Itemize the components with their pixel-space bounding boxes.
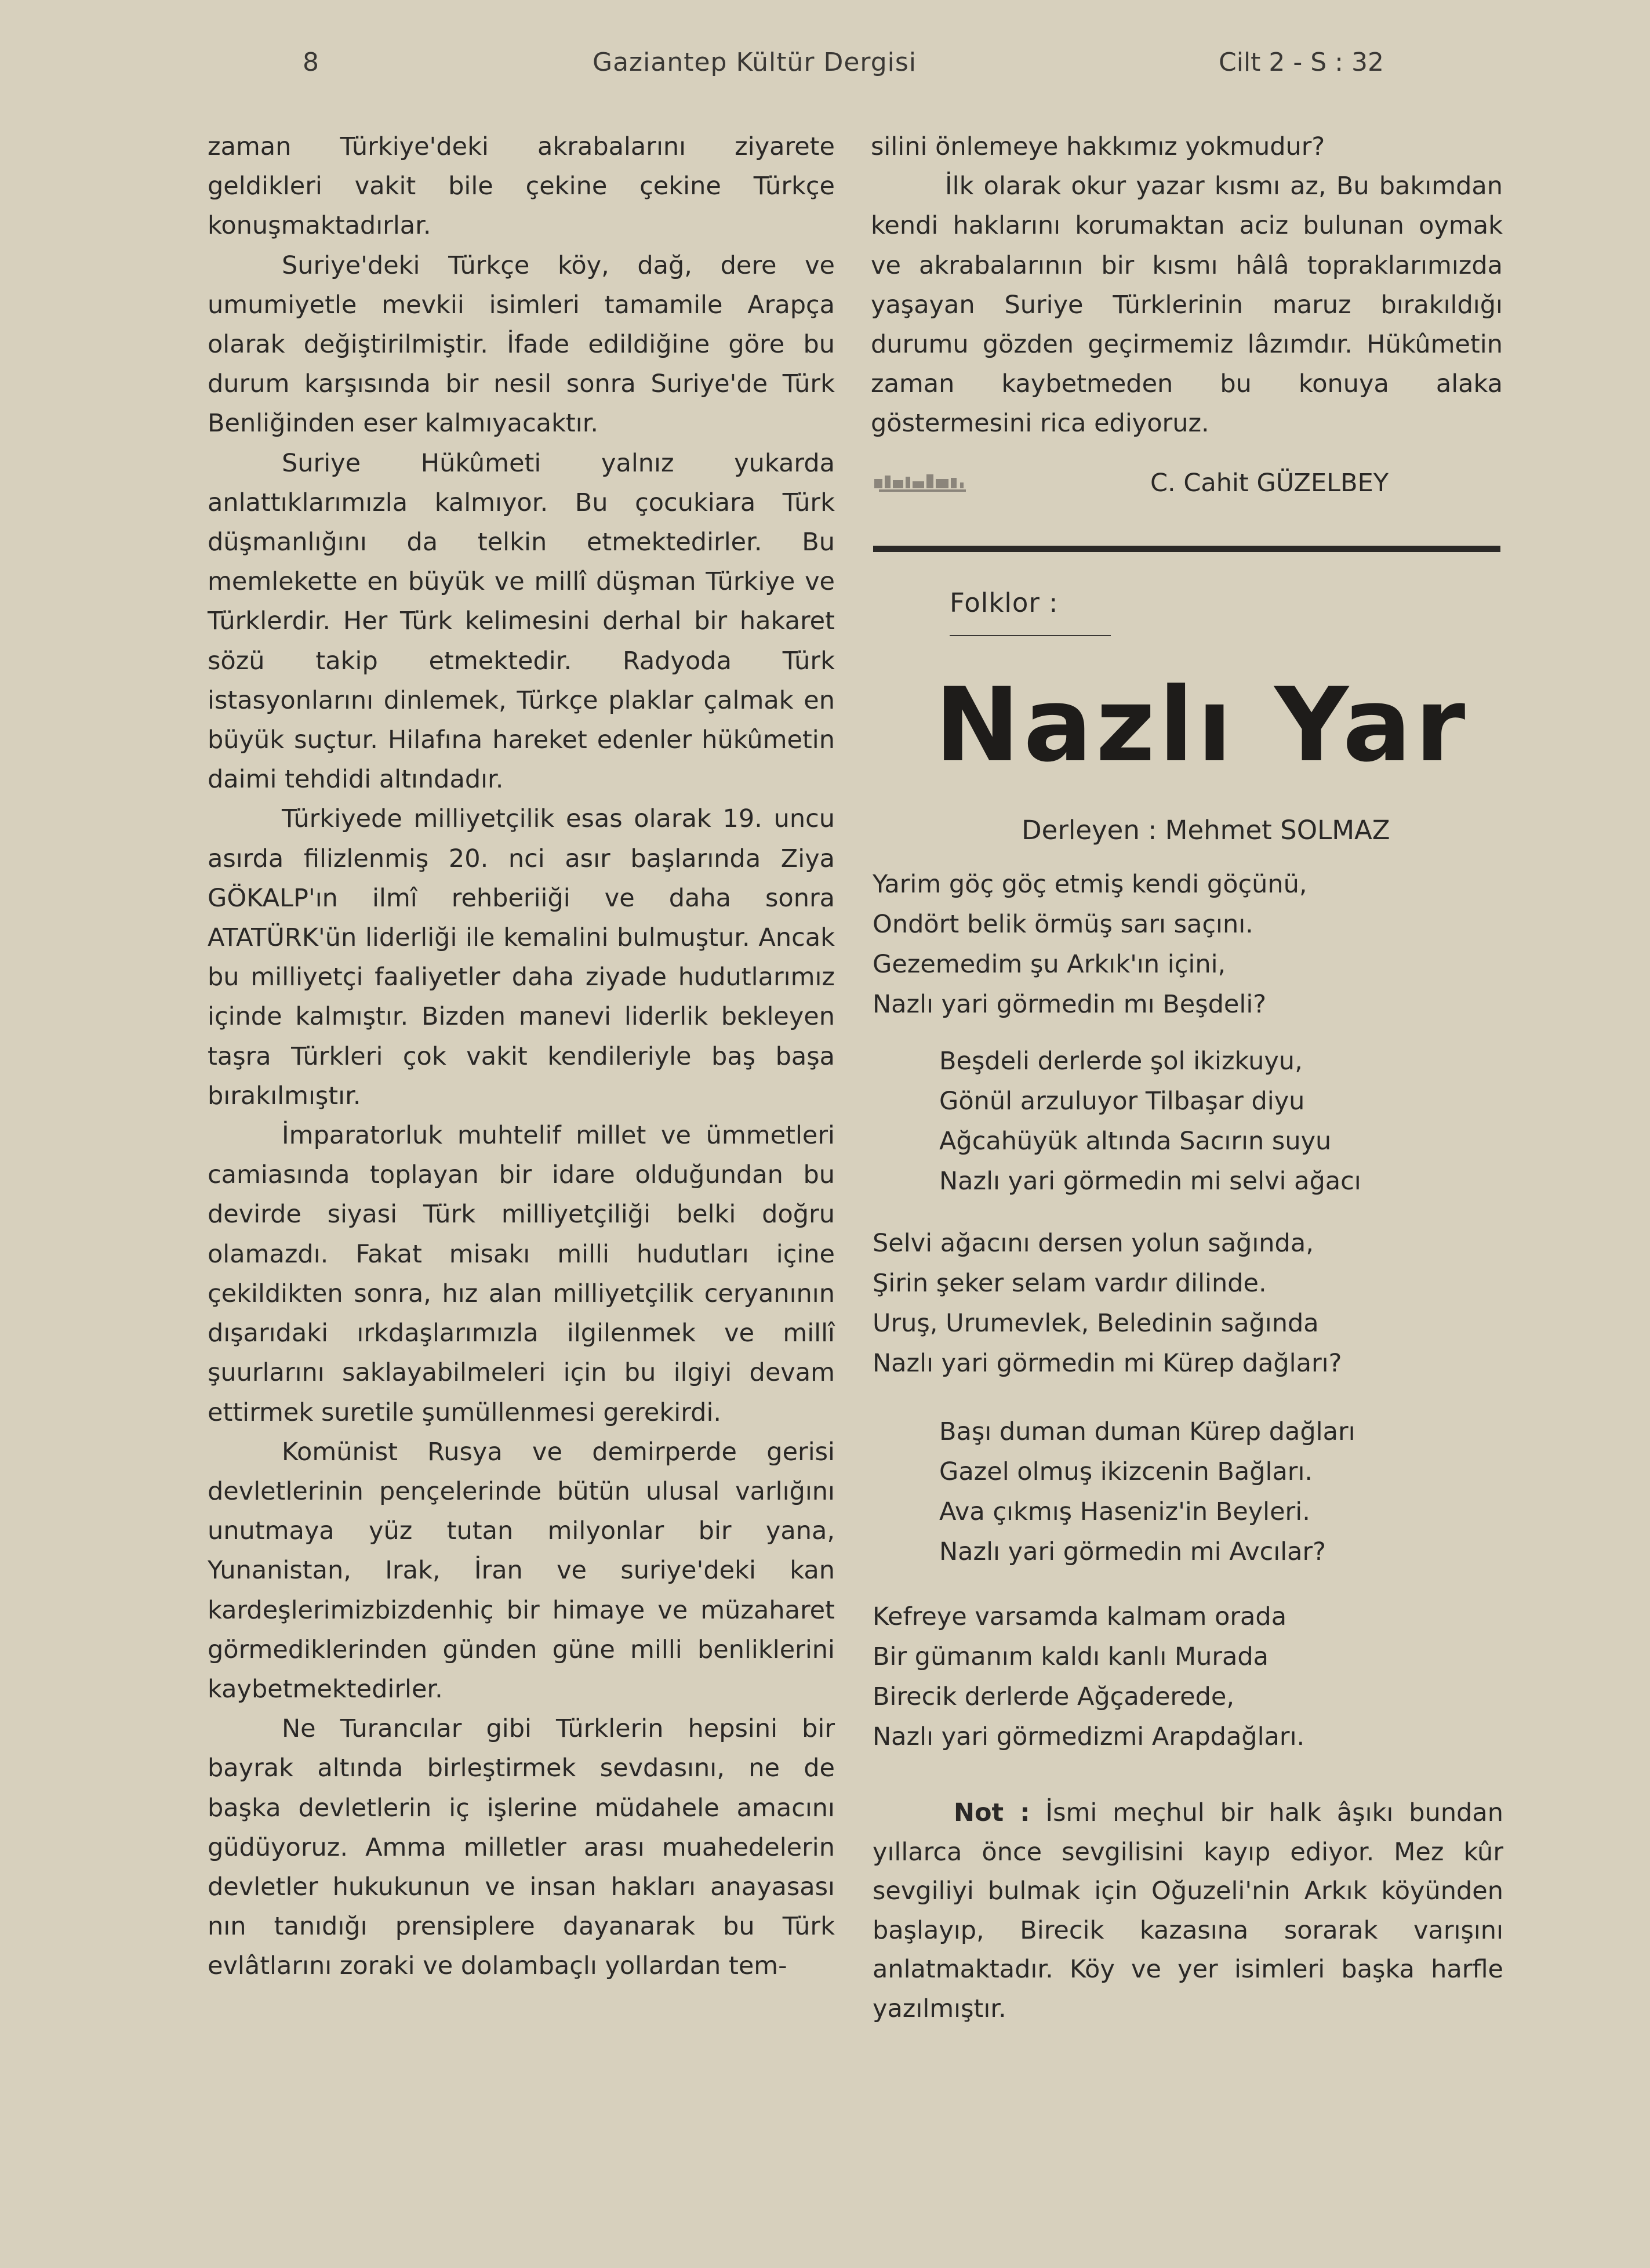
journal-title: Gaziantep Kültür Dergisi bbox=[593, 48, 917, 77]
poem-line: Gazel olmuş ikizcenin Bağları. bbox=[939, 1457, 1313, 1486]
poem-line: Nazlı yari görmedin mi selvi ağacı bbox=[939, 1167, 1361, 1196]
poem-line: Nazlı yari görmedin mi Kürep dağları? bbox=[873, 1349, 1342, 1378]
poem-note bbox=[873, 1794, 1503, 2029]
poem-stanza bbox=[873, 1597, 1304, 1757]
poem-line: Ondört belik örmüş sarı saçını. bbox=[873, 910, 1253, 939]
poem-title: Nazlı Yar bbox=[935, 666, 1469, 785]
poem-line: Bir gümanım kaldı kanlı Murada bbox=[873, 1642, 1269, 1671]
paragraph: Suriye Hükûmeti yalnız yukarda anlattıklarımızla kalmıyor. Bu çocukiara Türk düşmanlığını da telkin etmektedirler. Bu memlekette en büyük ve millî düşman Türkiye ve Türklerdir. Her Türk kelimesini derhal bir hakaret sözü takip etmektedir. Radyoda Türk istasyonlarını dinlemek, Türkçe plaklar çalmak en büyük suçtur. Hilafına hareket edenler hükûmetin daimi tehdidi altındadır. bbox=[208, 448, 835, 794]
paragraph: İlk olarak okur yazar kısmı az, Bu bakımdan kendi haklarını korumaktan aciz bulunan oymak ve akrabalarının bir kısmı hâlâ topraklarımızda yaşayan Suriye Türklerinin maruz bırakıldığı durumu gözden geçirmemiz lâzımdır. Hükûmetin zaman kaybetmeden bu konuya alaka göstermesini rica ediyoruz. bbox=[871, 172, 1503, 438]
poem-stanza bbox=[873, 1224, 1342, 1384]
poem-line: Nazlı yari görmedin mı Beşdeli? bbox=[873, 990, 1267, 1019]
poem-line: Nazlı yari görmedizmi Arapdağları. bbox=[873, 1722, 1305, 1751]
page-number: 8 bbox=[303, 48, 319, 77]
poem-line: Ağcahüyük altında Sacırın suyu bbox=[939, 1127, 1332, 1156]
poem-stanza bbox=[939, 1412, 1355, 1572]
poem-line: Başı duman duman Kürep dağları bbox=[939, 1417, 1355, 1446]
paragraph: Suriye'deki Türkçe köy, dağ, dere ve umumiyetle mevkii isimleri tamamile Arapça olarak değiştirilmiştir. İfade edildiğine göre bu durum karşısında bir nesil sonra Suriye'de Türk Benliğinden eser kalmıyacaktır. bbox=[208, 251, 835, 438]
poem-line: Kefreye varsamda kalmam orada bbox=[873, 1602, 1287, 1631]
poem-compiler: Derleyen : Mehmet SOLMAZ bbox=[1022, 815, 1390, 845]
poem-line: Uruş, Urumevlek, Beledinin sağında bbox=[873, 1309, 1319, 1338]
poem-line: Selvi ağacını dersen yolun sağında, bbox=[873, 1229, 1314, 1258]
poem-line: Şirin şeker selam vardır dilinde. bbox=[873, 1269, 1267, 1298]
poem-line: Yarim göç göç etmiş kendi göçünü, bbox=[873, 870, 1307, 899]
paragraph: silini önlemeye hakkımız yokmudur? bbox=[871, 132, 1325, 161]
paragraph: Türkiyede milliyetçilik esas olarak 19. uncu asırda filizlenmiş 20. nci asır başlarında Ziya GÖKALP'ın ilmî rehberiiği ve daha sonra ATATÜRK'ün liderliği ile kemalini bulmuştur. Ancak bu milliyetçi faaliyetler daha ziyade hudutlarımız içinde kalmıştır. Bizden manevi liderlik bekleyen taşra Türkleri çok vakit kendileriyle baş başa bırakılmıştır. bbox=[208, 804, 835, 1111]
section-divider bbox=[873, 546, 1500, 552]
paragraph: Ne Turancılar gibi Türklerin hepsini bir bayrak altında birleştirmek sevdasını, ne de başka devletlerin iç işlerine müdahele amacını güdüyoruz. Amma milletler arası muahedelerin devletler hukukunun ve insan hakları anayasası nın tanıdığı prensiplere dayanarak bu Türk evlâtlarını zoraki ve dolambaçlı yollardan tem- bbox=[208, 1714, 835, 1981]
poem-line: Beşdeli derlerde şol ikizkuyu, bbox=[939, 1047, 1303, 1076]
faded-stamp-mark bbox=[873, 469, 1018, 495]
paragraph: Komünist Rusya ve demirperde gerisi devletlerinin pençelerinde bütün ulusal varlığını unutmaya yüz tutan milyonlar bir yana, Yunanistan, Irak, İran ve suriye'deki kan kardeşlerimizbizdenhiç bir himaye ve müzaharet görmediklerinden günden güne milli benliklerini kaybetmektedirler. bbox=[208, 1437, 835, 1704]
poem-stanza bbox=[939, 1042, 1361, 1202]
article-right-column bbox=[871, 127, 1503, 444]
section-label: Folklor : bbox=[950, 587, 1059, 618]
poem-line: Gönül arzuluyor Tilbaşar diyu bbox=[939, 1087, 1305, 1116]
poem-line: Ava çıkmış Haseniz'in Beyleri. bbox=[939, 1497, 1310, 1526]
poem-line: Nazlı yari görmedin mi Avcılar? bbox=[939, 1537, 1326, 1566]
article-left-column bbox=[208, 127, 835, 1986]
poem-stanza bbox=[873, 865, 1307, 1025]
poem-line: Gezemedim şu Arkık'ın içini, bbox=[873, 950, 1226, 979]
note-text: İsmi meçhul bir halk âşıkı bundan yıllarca önce sevgilisini kayıp ediyor. Mez kûr sevgiliyi bulmak için Oğuzeli'nin Arkık köyünden başlayıp, Birecik kazasına sorarak varışını anlatmaktadır. Köy ve yer isimleri başka harfle yazılmıştır. bbox=[873, 1798, 1503, 2023]
volume-issue: Cilt 2 - S : 32 bbox=[1219, 48, 1384, 77]
paragraph: İmparatorluk muhtelif millet ve ümmetleri camiasında toplayan bir idare olduğundan bu devirde siyasi Türk milliyetçiliği belki doğru olamazdı. Fakat misakı milli hudutları içine çekildikten sonra, hız alan milliyetçilik ceryanının dışarıdaki ırkdaşlarımızla ilgilenmek ve millî şuurlarını saklayabilmeleri için bu ilgiyi devam ettirmek suretile şumüllenmesi gerekirdi. bbox=[208, 1121, 835, 1427]
poem-line: Birecik derlerde Ağçaderede, bbox=[873, 1682, 1235, 1711]
section-label-underline bbox=[950, 635, 1111, 636]
note-label: Not : bbox=[954, 1798, 1030, 1827]
article-author: C. Cahit GÜZELBEY bbox=[1150, 469, 1389, 498]
paragraph: zaman Türkiye'deki akrabalarını ziyarete geldikleri vakit bile çekine çekine Türkçe konuşmaktadırlar. bbox=[208, 132, 835, 241]
